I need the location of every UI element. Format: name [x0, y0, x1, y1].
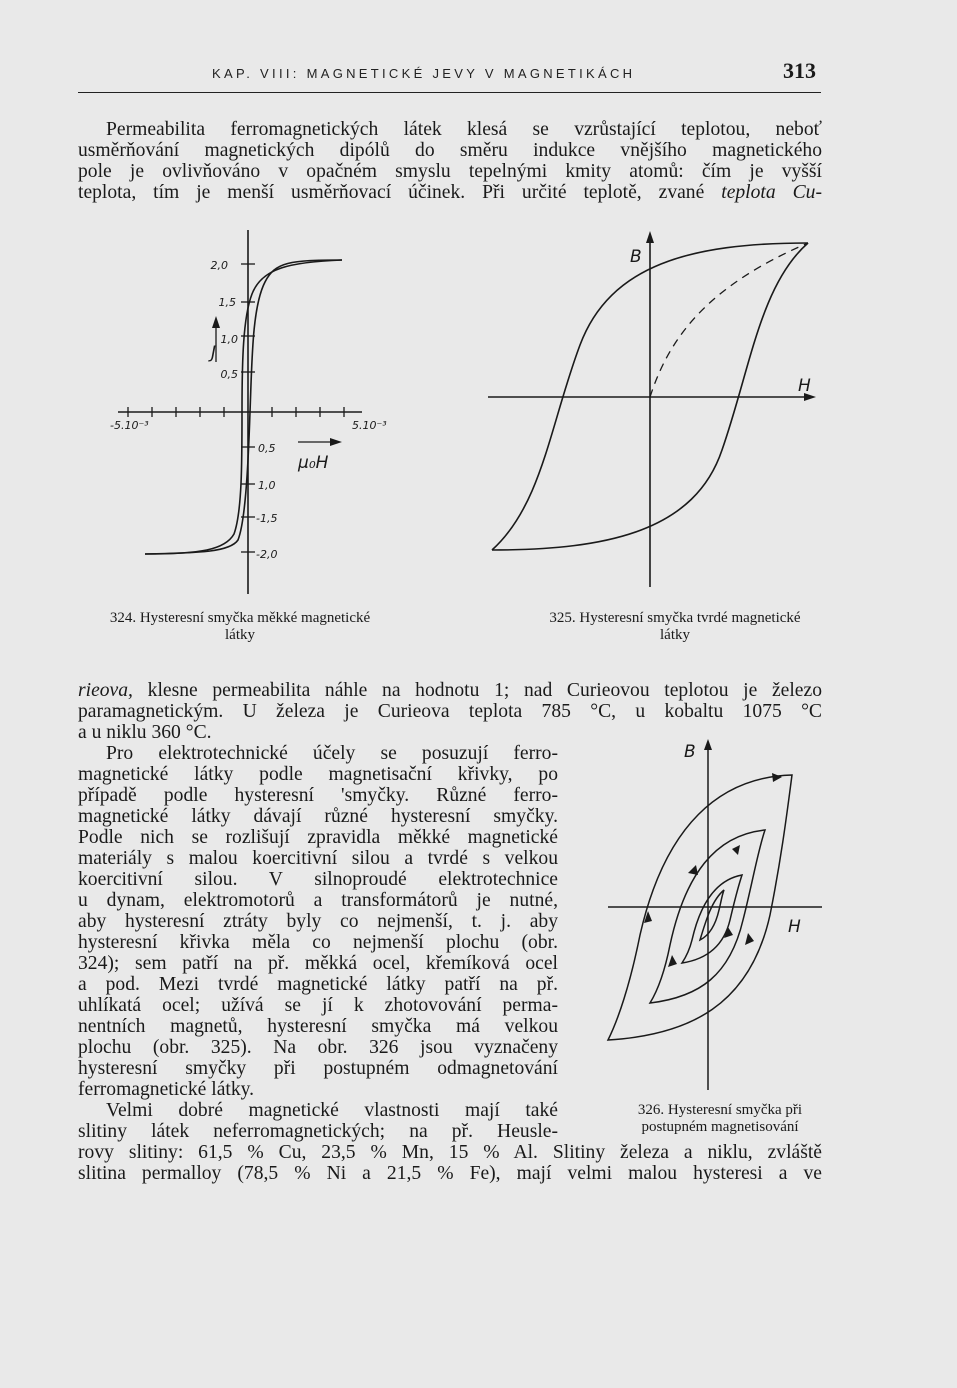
- paragraph-1-line-1: Permeabilita ferromagnetických látek klesá se vzrůstající teplotou, neboť: [106, 119, 822, 140]
- fig325-x-label: H: [798, 376, 811, 396]
- fig326-arrow-3: [745, 933, 754, 945]
- fig324-tick-neg-1-0: 1,0: [258, 479, 276, 492]
- fig324-tick-0-5: 0,5: [220, 368, 238, 381]
- fig325-y-label: B: [630, 247, 642, 267]
- paragraph-2-line-3: a u niklu 360 °C.: [78, 722, 212, 743]
- paragraph-1-last-italic: teplota Cu-: [721, 182, 822, 203]
- paragraph-3-line-8: u dynam, elektromotorů a transformátorů je nutné,: [78, 890, 558, 911]
- fig326-x-label: H: [788, 917, 801, 937]
- fig325-initial-curve: [650, 243, 808, 397]
- paragraph-3-line-15: plochu (obr. 325). Na obr. 326 jsou vyznačeny: [78, 1037, 558, 1058]
- paragraph-3-line-11: 324); sem patří na př. měkká ocel, křemíková ocel: [78, 953, 558, 974]
- paragraph-3-line-1: Pro elektrotechnické účely se posuzují ferro-: [106, 743, 558, 764]
- paragraph-2-italic-start: rieova,: [78, 680, 133, 701]
- fig324-tick-neg-0-5: 0,5: [258, 442, 276, 455]
- paragraph-3-line-14: nentních magnetů, hysteresní smyčka má velkou: [78, 1016, 558, 1037]
- fig324-y-label: J: [211, 343, 217, 363]
- paragraph-3-line-7: koercitivní silou. V silnoproudé elektrotechnice: [78, 869, 558, 890]
- paragraph-3-line-17: ferromagnetické látky.: [78, 1079, 255, 1100]
- paragraph-3-line-10: hysteresní křivka měla co nejmenší plochu (obr.: [78, 932, 558, 953]
- fig324-tick-neg-2-0: -2,0: [256, 548, 278, 561]
- fig326-arrow-5: [732, 845, 740, 855]
- fig324-loop-lower-branch: [145, 260, 342, 554]
- paragraph-1-line-3: pole je ovlivňováno v opačném smyslu tepelnými kmity atomů: čím je vyšší: [78, 161, 822, 182]
- fig326-caption-line-2: postupném magnetisování: [641, 1119, 799, 1135]
- paragraph-3-line-6: materiály s malou koercitivní silou a tvrdé s velkou: [78, 848, 558, 869]
- fig325-caption-line-2: látky: [660, 627, 690, 643]
- paragraph-2-line-1: [78, 680, 822, 701]
- fig326-y-label: B: [684, 742, 696, 762]
- fig326-loop-innermost: [700, 890, 724, 940]
- fig324-caption-line-1: 324. Hysteresní smyčka měkké magnetické: [109, 610, 371, 626]
- fig326-arrow-6: [668, 955, 677, 967]
- fig324-x-label: μ₀H: [298, 453, 329, 473]
- fig324-tick-neg-1-5: -1,5: [256, 512, 278, 525]
- fig324-x-right-label: 5.10⁻³: [352, 419, 387, 432]
- paragraph-1-line-2: usměrňování magnetických dipólů do směru indukce vnějšího magnetického: [78, 140, 822, 161]
- fig326-caption-line-1: 326. Hysteresní smyčka při: [637, 1102, 803, 1118]
- figure-326-demagnetization-loops: [600, 735, 830, 1095]
- paragraph-1-last-plain: teplota, tím je menší usměrňovací účinek. Při určité teplotě, zvané: [78, 182, 705, 203]
- fig324-x-left-label: -5.10⁻³: [110, 419, 149, 432]
- paragraph-3-line-3: případě podle hysteresní 'smyčky. Různé ferro-: [78, 785, 558, 806]
- paragraph-4-line-2: slitiny látek neferromagnetických; na př. Heusle-: [78, 1121, 558, 1142]
- header-rule: [78, 92, 821, 93]
- fig325-caption-line-1: 325. Hysteresní smyčka tvrdé magnetické: [549, 610, 801, 626]
- fig325-caption: [490, 610, 860, 644]
- fig326-arrow-1: [772, 773, 782, 782]
- figure-325-hard-hysteresis: [470, 225, 830, 590]
- paragraph-3-line-2: magnetické látky podle magnetisační křivky, po: [78, 764, 558, 785]
- fig324-tick-1-5: 1,5: [218, 296, 236, 309]
- fig326-caption: [600, 1102, 840, 1136]
- paragraph-4-line-3: rovy slitiny: 61,5 % Cu, 23,5 % Mn, 15 % Al. Slitiny železa a niklu, zvláště: [78, 1142, 822, 1163]
- paragraph-3-line-5: Podle nich se rozlišují zpravidla měkké magnetické: [78, 827, 558, 848]
- paragraph-4-line-1: Velmi dobré magnetické vlastnosti mají také: [106, 1100, 558, 1121]
- paragraph-2-line-2: paramagnetickým. U železa je Curieova teplota 785 °C, u kobaltu 1075 °C: [78, 701, 822, 722]
- paragraph-1-line-4: [78, 182, 822, 203]
- fig326-arrow-4: [688, 865, 698, 875]
- fig324-caption: [60, 610, 420, 644]
- running-header: KAP. VIII: MAGNETICKÉ JEVY V MAGNETIKÁCH: [212, 66, 636, 81]
- paragraph-3-line-4: magnetické látky dávají různé hysteresní smyčky.: [78, 806, 558, 827]
- fig324-caption-line-2: látky: [225, 627, 255, 643]
- paragraph-3-line-12: a pod. Mezi tvrdé magnetické látky patří na př.: [78, 974, 558, 995]
- paragraph-4-line-4: slitina permalloy (78,5 % Ni a 21,5 % Fe), mají velmi malou hysteresi a ve: [78, 1163, 822, 1184]
- figure-324-soft-hysteresis: [100, 222, 420, 602]
- page-number: 313: [783, 58, 816, 83]
- fig324-tick-1-0: 1,0: [220, 333, 238, 346]
- paragraph-3-line-9: aby hysteresní ztráty byly co nejmenší, t. j. aby: [78, 911, 558, 932]
- paragraph-2-line-1-rest: klesne permeabilita náhle na hodnotu 1; nad Curieovou teplotou je železo: [147, 680, 822, 701]
- fig324-tick-2-0: 2,0: [210, 259, 228, 272]
- paragraph-3-line-13: uhlíkatá ocel; užívá se jí k zhotovování perma-: [78, 995, 558, 1016]
- paragraph-3-line-16: hysteresní smyčky při postupném odmagnetování: [78, 1058, 558, 1079]
